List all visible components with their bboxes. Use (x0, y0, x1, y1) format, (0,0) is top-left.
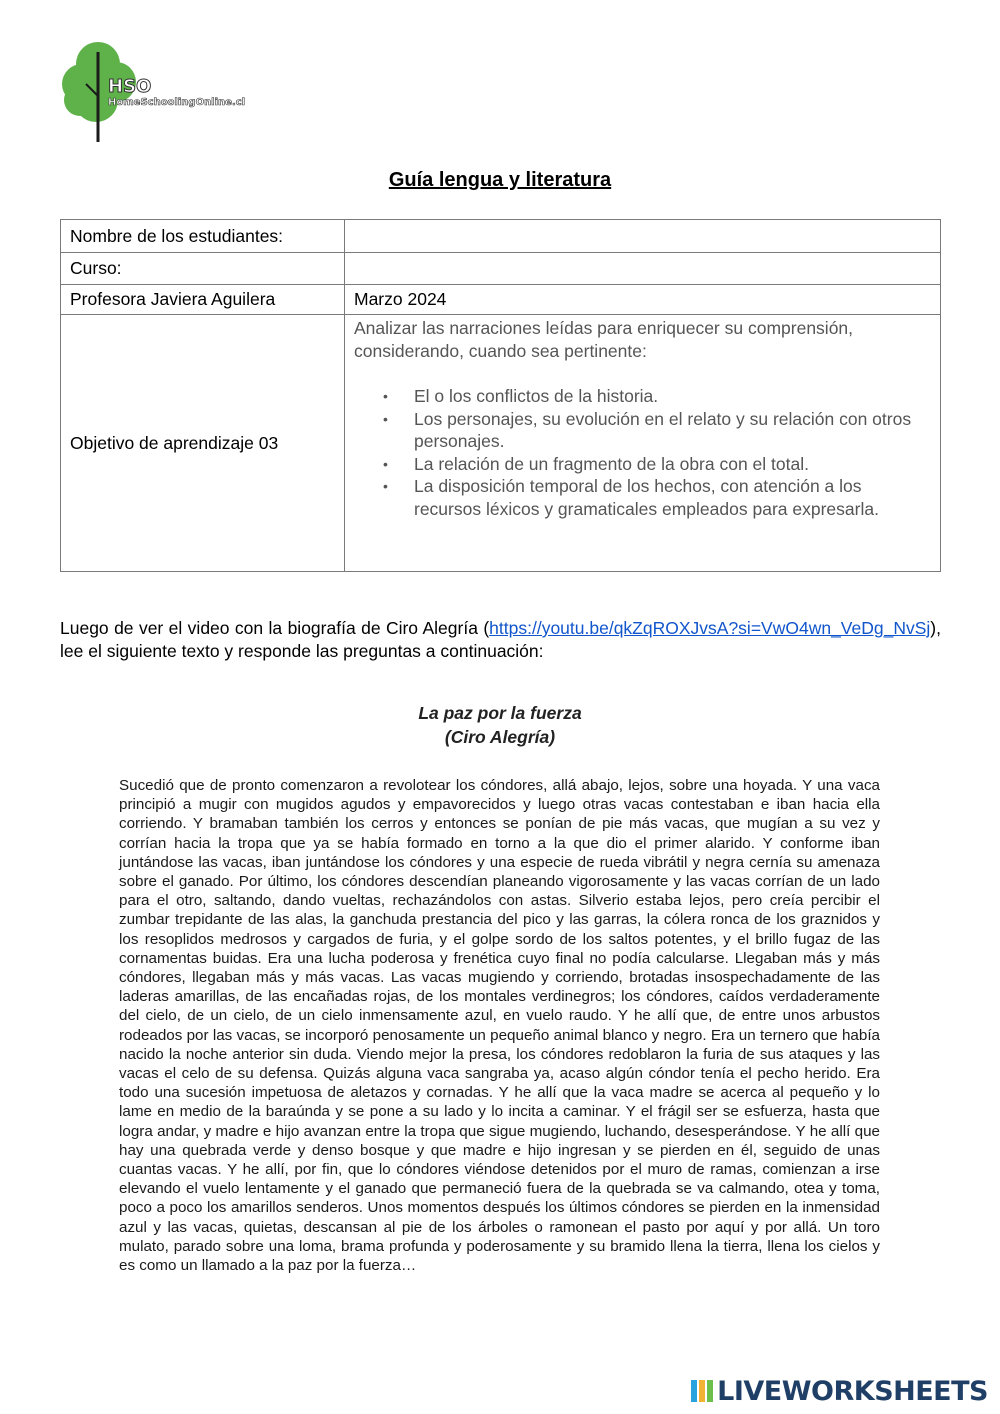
logo-initials: HSO (108, 76, 152, 97)
story-heading (0, 701, 1000, 749)
objective-item: • El o los conflictos de la historia. (414, 385, 931, 408)
objective-description (345, 315, 941, 572)
objective-row (61, 315, 941, 572)
course-field[interactable] (345, 253, 941, 285)
instructions-paragraph (60, 617, 941, 662)
course-label: Curso: (61, 253, 345, 285)
teacher-name: Profesora Javiera Aguilera (61, 285, 345, 315)
student-info-table (60, 219, 941, 572)
objective-intro: Analizar las narraciones leídas para enriquecer su comprensión, considerando, cuando sea pertinente: (354, 318, 854, 361)
school-logo (58, 38, 268, 148)
objective-list (354, 385, 931, 520)
watermark-text: LIVEWORKSHEETS (717, 1375, 988, 1407)
students-field[interactable] (345, 220, 941, 253)
instructions-text-start: Luego de ver el video con la biografía de Ciro Alegría ( (60, 618, 490, 638)
teacher-row (61, 285, 941, 315)
story-author: (Ciro Alegría) (444, 727, 556, 747)
objective-label: Objetivo de aprendizaje 03 (61, 315, 345, 572)
liveworksheets-watermark (691, 1375, 988, 1407)
tree-logo-icon (58, 38, 268, 148)
video-link[interactable]: https://youtu.be/qkZqROXJvsA?si=VwO4wn_VeDg_NvSj (489, 618, 931, 638)
students-label: Nombre de los estudiantes: (61, 220, 345, 253)
page-title: Guía lengua y literatura (388, 169, 612, 191)
objective-item: • La disposición temporal de los hechos, con atención a los recursos léxicos y gramaticales empleados para expresarla. (414, 475, 931, 520)
objective-item: • Los personajes, su evolución en el relato y su relación con otros personajes. (414, 408, 931, 453)
story-title: La paz por la fuerza (418, 703, 582, 723)
students-row (61, 220, 941, 253)
logo-site: HomeSchoolingOnline.cl (108, 97, 246, 108)
date-value: Marzo 2024 (345, 285, 941, 315)
story-body: Sucedió que de pronto comenzaron a revolotear los cóndores, allá abajo, lejos, sobre una hoyada. Y una vaca principió a mugir con mugidos agudos y empavorecidos y luego otras vacas contestaban e iban hacia ella corriendo. Y bramaban también los cerros y entonces se ponían de pie más vacas, que mugían a su vez y corrían hacia la tropa que ya se había formado en torno a la que dio el primer alarido. Y conforme iban juntándose las vacas, iban juntándose los cóndores y una especie de rueda vibrátil y negra cernía su amenaza sobre el ganado. Por último, los cóndores descendían planeando vigorosamente y las vacas corrían de un lado para el otro, saltando, dando vueltas, rechazándolos con astas. Silverio estaba lejos, pero creía percibir el zumbar trepidante de las alas, la ganchuda prestancia del pico y las garras, la cólera ronca de los graznidos y los resoplidos medrosos y cargados de furia, y el golpe sordo de los saltos potentes, y el brillo fugaz de las cornamentas buidas. Era una lucha poderosa y frenética cuyo final no podía calcularse. Llegaban más y más cóndores, llegaban más y más vacas. Las vacas mugiendo y corriendo, brotadas insospechadamente de las laderas amarillas, de las encañadas rojas, de los montales verdinegros; los cóndores, caídos verdaderamente del cielo, de un cielo, de un cielo inmensamente azul, en vuelo raudo. Y he allí que, de entre unos arbustos rodeados por las vacas, se incorporó penosamente un pequeño animal blanco y negro. Era un ternero que había nacido la noche anterior sin duda. Viendo mejor la presa, los cóndores redoblaron la furia de sus ataques y las vacas el celo de su defensa. Quizás alguna vaca sangraba ya, acaso algún cóndor tenía el pecho herido. Era todo una sucesión impetuosa de aletazos y cornadas. Y he allí que la vaca madre se acerca al pequeño y lo lame en medio de la baraúnda y se pone a su lado y lo incita a caminar. Y el frágil ser se esfuerza, hasta que logra andar, y madre e hijo avanzan entre la tropa que sigue mugiendo, luchando, desesperándose. Y he allí que hay una quebrada verde y denso bosque y que madre e hijo ingresan y se pierden en él, seguido de unas cuantas vacas. Y he allí, por fin, que lo cóndores viéndose detenidos por el muro de ramas, comienzan a irse elevando el vuelo lentamente y el ganado que permaneció fuera de la quebrada se va calmando, otea y toma, poco a poco los amarillos senderos. Unos momentos después los últimos cóndores se pierden en la inmensidad azul y las vacas, quietas, descansan al pie de los árboles o ramonean el pasto por aquí y por allá. Un toro mulato, parado sobre una loma, brama profunda y poderosamente y su bramido llena la tierra, llena los cielos y es como un llamado a la paz por la fuerza… (119, 777, 880, 1275)
objective-item: • La relación de un fragmento de la obra con el total. (414, 453, 931, 476)
liveworksheets-logo-icon (691, 1378, 715, 1404)
instructions-text-end: ), lee el siguiente texto y responde las preguntas a continuación: (60, 618, 941, 661)
course-row (61, 253, 941, 285)
